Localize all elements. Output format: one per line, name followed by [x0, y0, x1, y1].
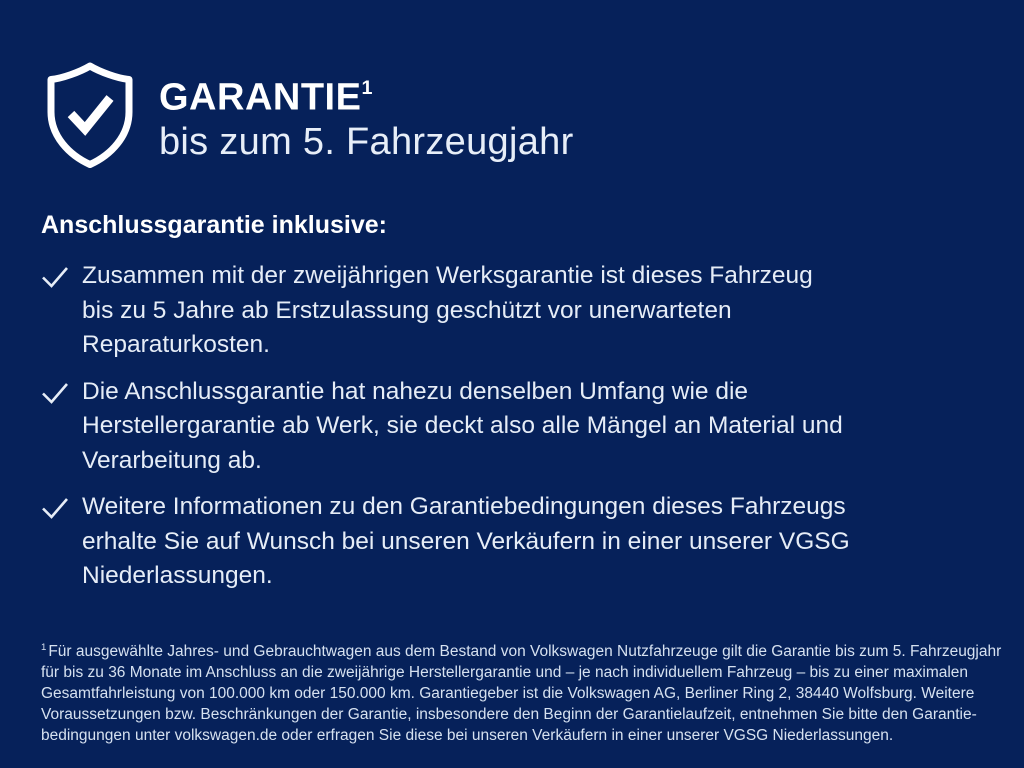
main-content: [41, 211, 991, 606]
list-item: [41, 259, 991, 363]
page-title: [159, 69, 574, 119]
shield-check-icon: [40, 60, 140, 170]
footnote-line: für bis zu 36 Monate im Anschluss an die zweijährige Herstellergarantie und – je nach individuellem Fahrzeug – bis zu einer maximalen: [41, 664, 969, 682]
page-title-text: GARANTIE: [159, 76, 362, 119]
footnote: [41, 637, 1006, 746]
text-line: Weitere Informationen zu den Garantiebedingungen dieses Fahrzeugs: [82, 493, 846, 520]
text-line: Reparaturkosten.: [82, 331, 270, 358]
text-line: Zusammen mit der zweijährigen Werksgarantie ist dieses Fahrzeug: [82, 262, 813, 289]
title-footnote-marker: 1: [361, 77, 373, 100]
footnote-marker: 1: [41, 642, 47, 653]
text-line: bis zu 5 Jahre ab Erstzulassung geschützt vor unerwarteten: [82, 296, 732, 324]
list-item-text: [82, 490, 850, 594]
footnote-line: [41, 637, 1006, 662]
list-item-text: [82, 259, 813, 363]
check-icon: [41, 259, 69, 294]
text-line: erhalte Sie auf Wunsch bei unseren Verkäufern in einer unserer VGSG: [82, 527, 850, 555]
list-item-text: [82, 375, 843, 479]
list-item: [41, 375, 991, 479]
check-icon: [41, 375, 69, 410]
footnote-line: bedingungen unter volkswagen.de oder erfragen Sie diese bei unseren Verkäufern in einer unserer VGSG Niederlassungen.: [41, 727, 894, 745]
footnote-line: Voraussetzungen bzw. Beschränkungen der Garantie, insbesondere den Beginn der Garantielaufzeit, entnehmen Sie bitte den Garantie-: [41, 706, 977, 724]
list-item: [41, 490, 991, 594]
header: [40, 60, 574, 170]
section-heading: Anschlussgarantie inklusive:: [41, 211, 387, 239]
footnote-text: Für ausgewählte Jahres- und Gebrauchtwagen aus dem Bestand von Volkswagen Nutzfahrzeuge gilt die Garantie bis zum 5. Fahrzeugjahr: [48, 643, 1002, 661]
text-line: Die Anschlussgarantie hat nahezu denselben Umfang wie die: [82, 377, 749, 405]
text-line: Herstellergarantie ab Werk, sie deckt also alle Mängel an Material und: [82, 412, 843, 439]
footnote-line: Gesamtfahrleistung von 100.000 km oder 150.000 km. Garantiegeber ist die Volkswagen AG, Berliner Ring 2, 38440 Wolfsburg. Weitere: [41, 685, 975, 703]
page-subtitle: bis zum 5. Fahrzeugjahr: [159, 120, 574, 163]
header-text: [159, 60, 574, 165]
text-line: Niederlassungen.: [82, 562, 273, 589]
check-icon: [41, 490, 69, 525]
text-line: Verarbeitung ab.: [82, 446, 262, 474]
